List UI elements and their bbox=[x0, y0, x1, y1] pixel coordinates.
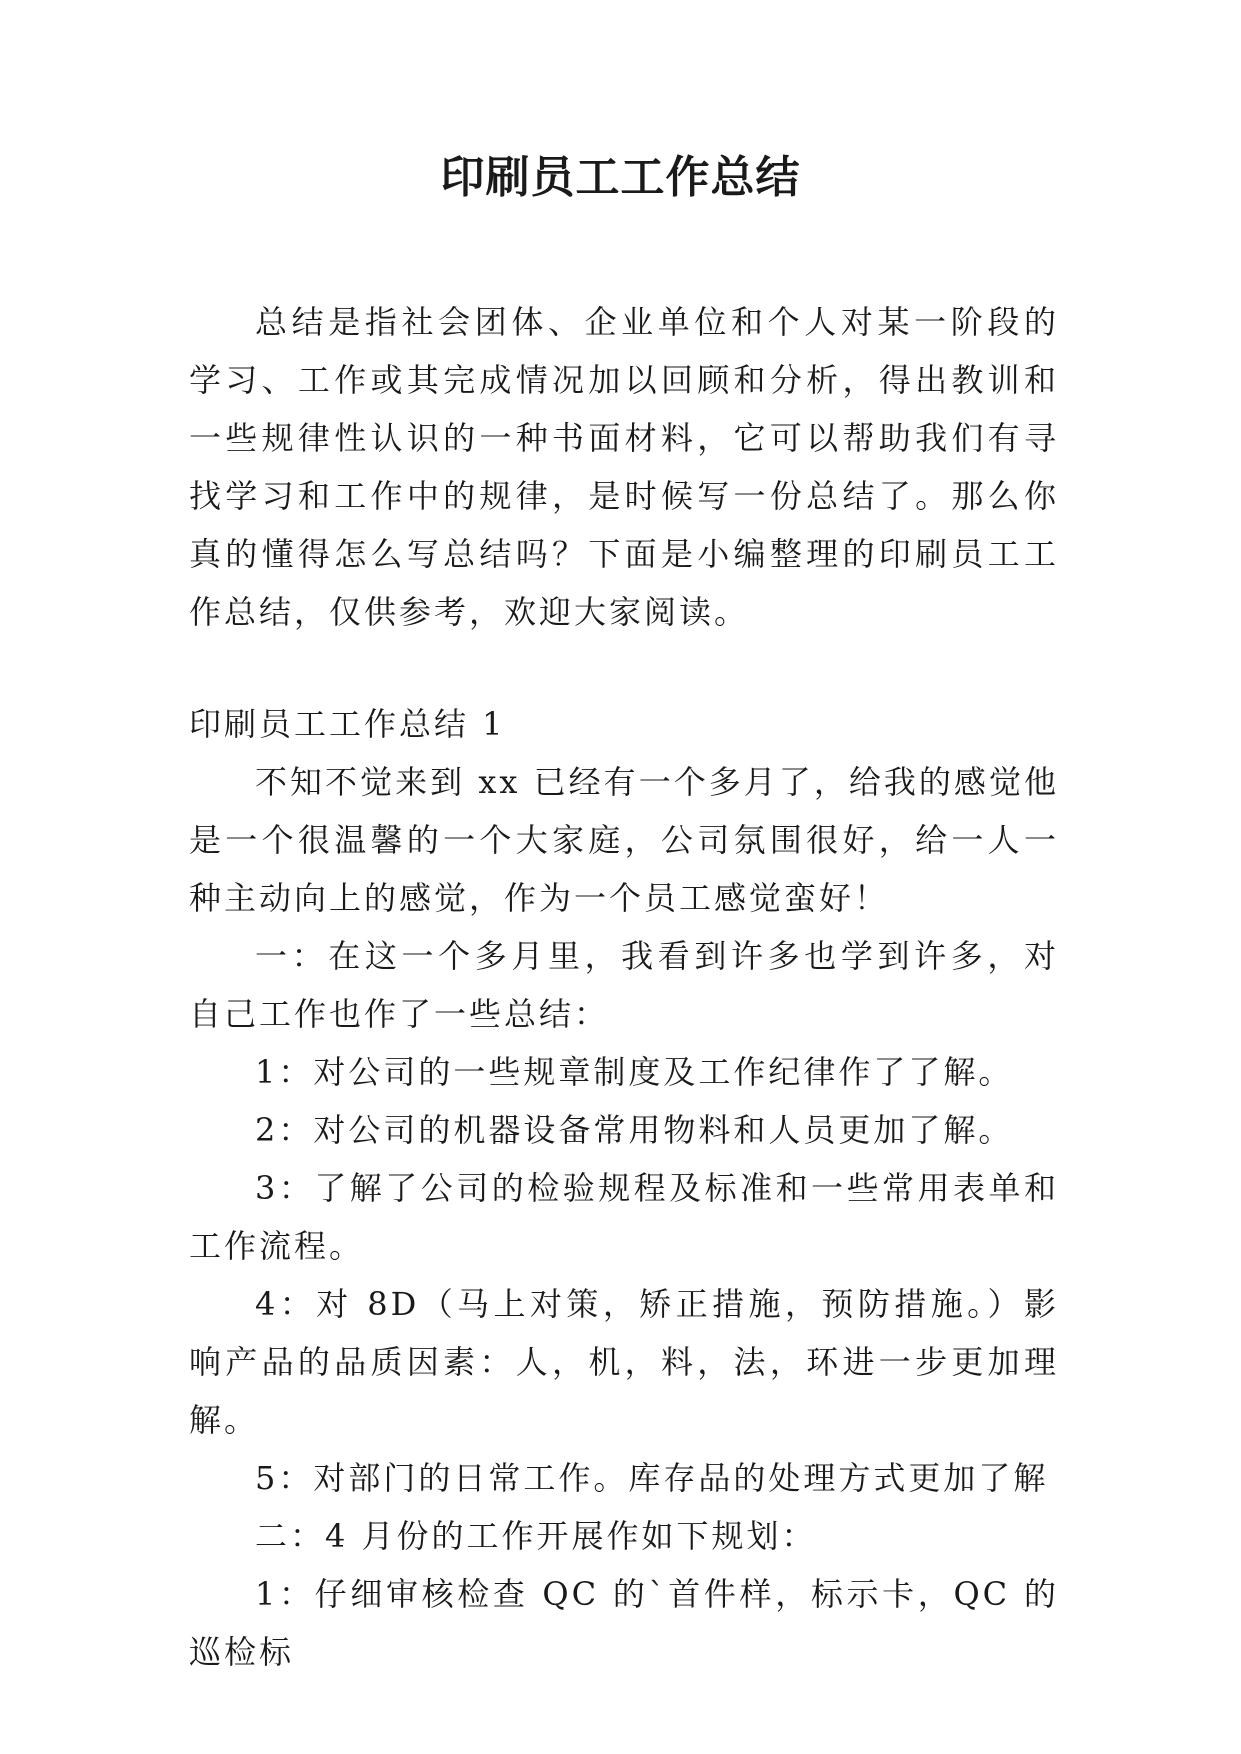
body-paragraph: 二：4 月份的工作开展作如下规划： bbox=[255, 1517, 817, 1555]
section-heading: 印刷员工工作总结 1 bbox=[189, 705, 506, 743]
list-item: 4：对 8D（马上对策，矫正措施，预防措施。）影响产品的品质因素：人，机，料，法，环进一步更加理解。 bbox=[189, 1285, 1059, 1439]
section-spacer bbox=[189, 641, 1059, 695]
document-body bbox=[189, 293, 1059, 1681]
document-title: 印刷员工工作总结 bbox=[440, 152, 801, 203]
list-item: 5：对部门的日常工作。库存品的处理方式更加了解 bbox=[255, 1459, 1049, 1497]
body-paragraph: 一：在这一个多月里，我看到许多也学到许多，对自己工作也作了一些总结： bbox=[189, 937, 1059, 1033]
list-item: 1：仔细审核检查 QC 的`首件样，标示卡，QC 的巡检标 bbox=[189, 1575, 1059, 1671]
list-item: 2：对公司的机器设备常用物料和人员更加了解。 bbox=[255, 1111, 1014, 1149]
body-paragraph: 不知不觉来到 xx 已经有一个多月了，给我的感觉他是一个很温馨的一个大家庭，公司氛围很好，给一人一种主动向上的感觉，作为一个员工感觉蛮好！ bbox=[189, 763, 1059, 917]
list-item: 3：了解了公司的检验规程及标准和一些常用表单和工作流程。 bbox=[189, 1169, 1059, 1265]
intro-paragraph: 总结是指社会团体、企业单位和个人对某一阶段的学习、工作或其完成情况加以回顾和分析，得出教训和一些规律性认识的一种书面材料，它可以帮助我们有寻找学习和工作中的规律，是时候写一份总结了。那么你真的懂得怎么写总结吗？下面是小编整理的印刷员工工作总结，仅供参考，欢迎大家阅读。 bbox=[189, 303, 1059, 631]
list-item: 1：对公司的一些规章制度及工作纪律作了了解。 bbox=[255, 1053, 1014, 1091]
